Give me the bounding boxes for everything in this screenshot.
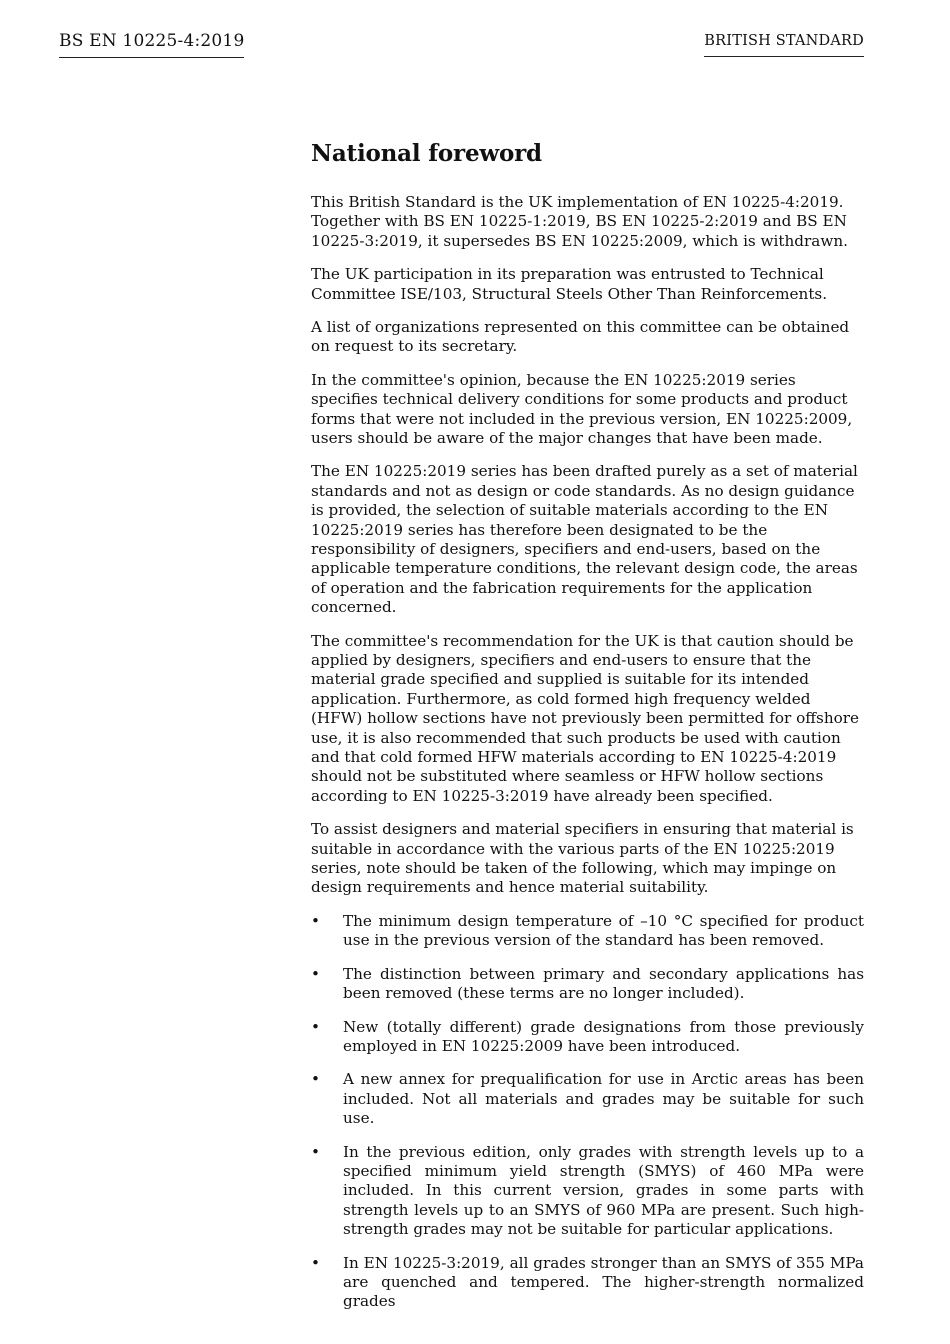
bullet-icon: • xyxy=(311,1070,320,1089)
bullet-icon: • xyxy=(311,1142,320,1161)
list-item xyxy=(311,1254,864,1312)
paragraph-organizations: A list of organizations represented on this committee can be obtained on request to its secretary. xyxy=(311,317,850,356)
paragraph-committee: The UK participation in its preparation was entrusted to Technical Committee ISE/103, Structural Steels Other Than Reinforcements. xyxy=(311,265,828,303)
changes-list xyxy=(311,912,864,1312)
bullet-icon: • xyxy=(311,911,320,930)
paragraph-opinion: In the committee's opinion, because the EN 10225:2019 series specifies technical delivery conditions for some products and product forms that were not included in the previous version, EN 10225:2009, users should be aware of the major changes that have been made. xyxy=(311,370,853,447)
list-item xyxy=(311,1018,864,1057)
paragraph-implementation: This British Standard is the UK implementation of EN 10225-4:2019. Together with BS EN 10225-1:2019, BS EN 10225-2:2019 and BS EN 10225-3:2019, it supersedes BS EN 10225:2009, which is withdrawn. xyxy=(311,192,848,250)
foreword-section xyxy=(311,139,864,1326)
list-item-text: In the previous edition, only grades with strength levels up to a specified minimum yield strength (SMYS) of 460 MPa were included. In this current version, grades in some parts with strength levels up to an SMYS of 960 MPa are present. Such high-strength grades may not be suitable for particular applications. xyxy=(343,1142,864,1239)
paragraph-recommendation: The committee's recommendation for the UK is that caution should be applied by designers, specifiers and end-users to ensure that the material grade specified and supplied is suitable for its intended application. Furthermore, as cold formed high frequency welded (HFW) hollow sections have not previously been permitted for offshore use, it is also recommended that such products be used with caution and that cold formed HFW materials according to EN 10225-4:2019 should not be substituted where seamless or HFW hollow sections according to EN 10225-3:2019 have already been specified. xyxy=(311,631,859,805)
list-item xyxy=(311,912,864,951)
list-item-text: A new annex for prequalification for use in Arctic areas has been included. Not all materials and grades may be suitable for such use. xyxy=(343,1070,864,1128)
header-document-type: BRITISH STANDARD xyxy=(704,33,864,57)
header-document-id: BS EN 10225-4:2019 xyxy=(59,31,244,58)
list-item xyxy=(311,1070,864,1128)
list-item-text: New (totally different) grade designations from those previously employed in EN 10225:2009 have been introduced. xyxy=(343,1017,864,1055)
bullet-icon: • xyxy=(311,1253,320,1272)
list-item-text: The minimum design temperature of –10 °C specified for product use in the previous version of the standard has been removed. xyxy=(343,911,864,950)
bullet-icon: • xyxy=(311,964,320,983)
list-item xyxy=(311,965,864,1004)
paragraph-material-standards: The EN 10225:2019 series has been drafted purely as a set of material standards and not as design or code standards. As no design guidance is provided, the selection of suitable materials according to the EN 10225:2019 series has therefore been designated to be the responsibility of designers, specifiers and end-users, based on the applicable temperature conditions, the relevant design code, the areas of operation and the fabrication requirements for the application concerned. xyxy=(311,462,858,617)
list-item-text: In EN 10225-3:2019, all grades stronger than an SMYS of 355 MPa are quenched and tempered. The higher-strength normalized grades xyxy=(343,1253,864,1311)
page-title: National foreword xyxy=(311,140,542,167)
bullet-icon: • xyxy=(311,1017,320,1036)
list-item-text: The distinction between primary and secondary applications has been removed (these terms are no longer included). xyxy=(343,964,864,1003)
list-item xyxy=(311,1143,864,1240)
paragraph-assist: To assist designers and material specifiers in ensuring that material is suitable in accordance with the various parts of the EN 10225:2019 series, note should be taken of the following, which may impinge on design requirements and hence material suitability. xyxy=(311,820,854,897)
